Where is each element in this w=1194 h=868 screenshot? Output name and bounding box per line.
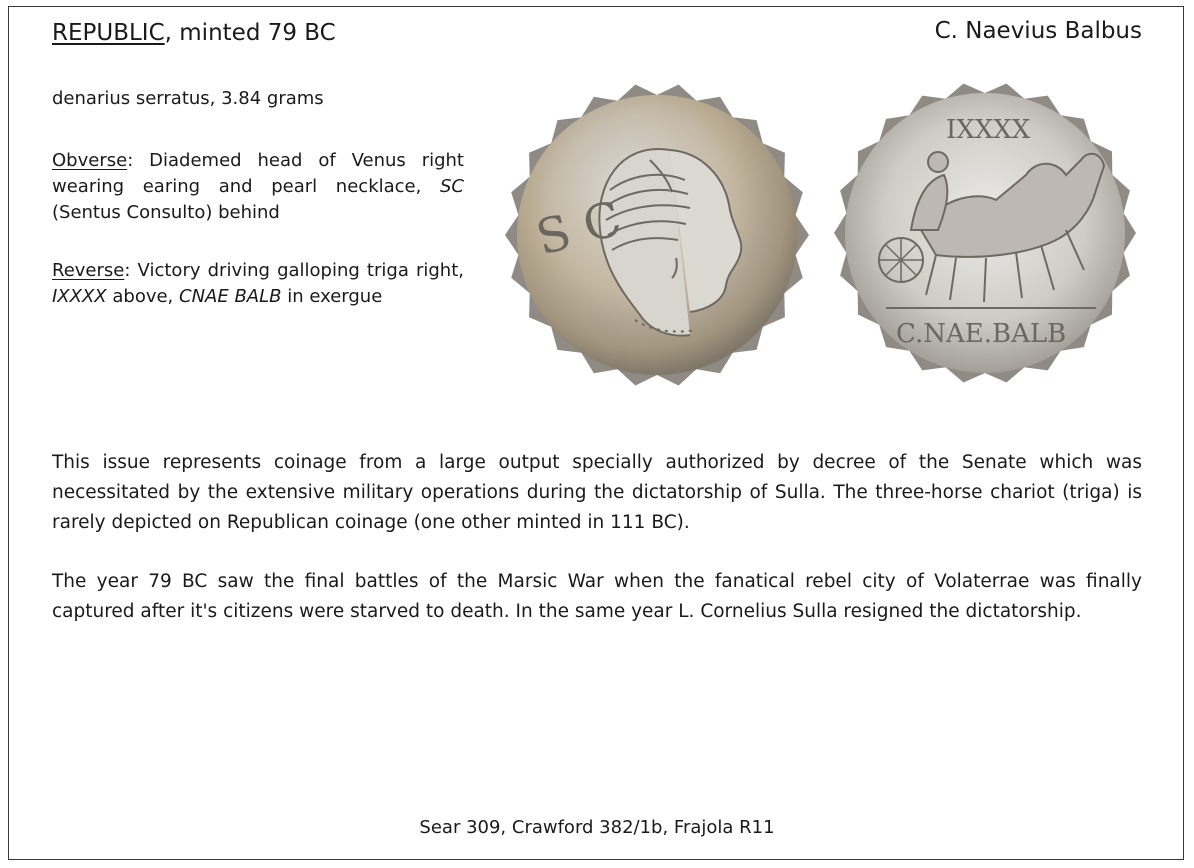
- obverse-text-after: (Sentus Consulto) behind: [52, 202, 280, 223]
- obverse-coin-image: [500, 80, 814, 390]
- reverse-label: Reverse: [52, 260, 125, 281]
- moneyer-name: C. Naevius Balbus: [934, 18, 1142, 44]
- catalog-references: Sear 309, Crawford 382/1b, Frajola R11: [419, 817, 775, 838]
- page-title: [52, 20, 336, 46]
- history-paragraph-1: This issue represents coinage from a large output specially authorized by decree of the Senate which was necessitated by the extensive military operations during the dictatorship of Sulla. The three-horse chariot (triga) is rarely depicted on Republican coinage (one other minted in 111 BC).: [52, 452, 1142, 533]
- reverse-exergue-legend: C.NAE.BALB: [896, 319, 1067, 349]
- history-paragraph-2: The year 79 BC saw the final battles of the Marsic War when the fanatical rebel city of Volaterrae was finally captured after it's citizens were starved to death. In the same year L. Cornelius Sulla resigned the dictatorship.: [52, 571, 1142, 622]
- reverse-mark: IXXXX: [52, 286, 107, 307]
- reverse-text-mid: above,: [106, 286, 180, 307]
- reverse-description: [52, 258, 464, 310]
- obverse-label: Obverse: [52, 150, 128, 171]
- reverse-text-after: in exergue: [281, 286, 383, 307]
- reverse-coin-image: [826, 80, 1144, 386]
- mint-date: , minted 79 BC: [164, 20, 336, 46]
- obverse-description: [52, 148, 464, 226]
- reverse-legend: CNAE BALB: [179, 286, 282, 307]
- reverse-text: : Victory driving galloping triga right,: [124, 260, 464, 281]
- period-label: REPUBLIC: [52, 20, 165, 46]
- obverse-sc-letters: S C: [530, 190, 628, 267]
- obverse-text: : Diademed head of Venus right wearing earing and pearl necklace,: [52, 150, 464, 197]
- denomination-weight: denarius serratus, 3.84 grams: [52, 88, 324, 109]
- reverse-top-legend: IXXXX: [946, 115, 1031, 145]
- obverse-sc: SC: [440, 176, 464, 197]
